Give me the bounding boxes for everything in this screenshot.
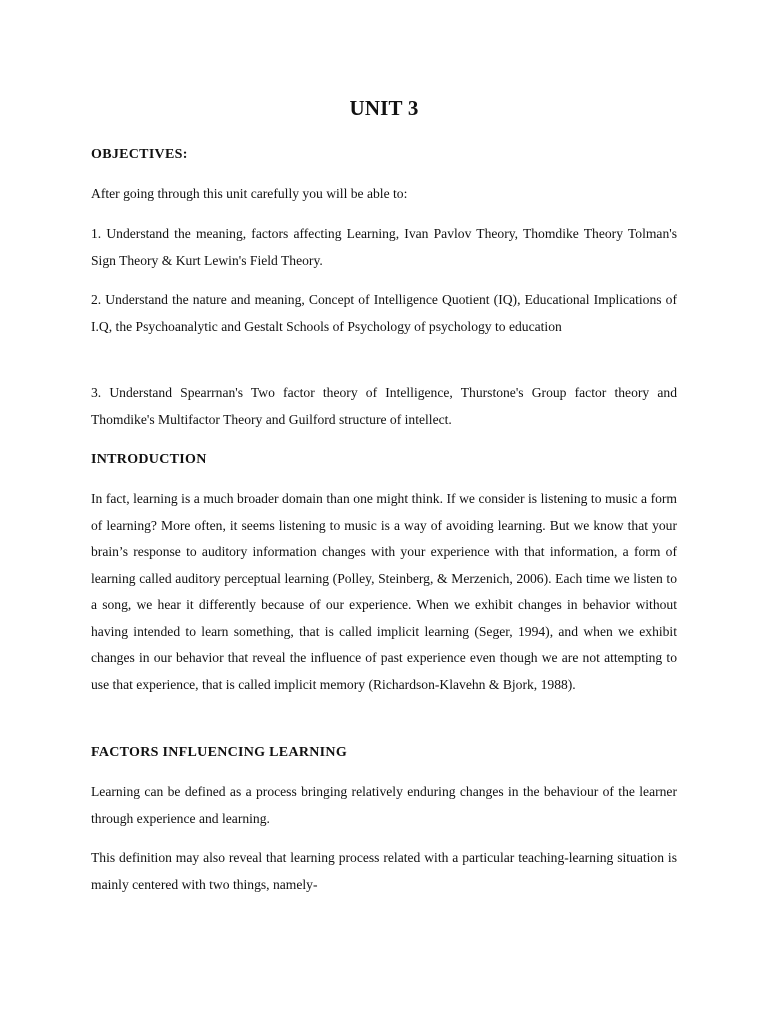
- introduction-heading: INTRODUCTION: [91, 452, 207, 467]
- objectives-intro: After going through this unit carefully you will be able to:: [91, 186, 408, 201]
- factors-paragraph-2: This definition may also reveal that learning process related with a particular teaching-learning situation is mainly centered with two things, namely-: [91, 850, 677, 892]
- objectives-heading: OBJECTIVES:: [91, 147, 188, 162]
- introduction-paragraph: In fact, learning is a much broader domain than one might think. If we consider is listening to music a form of learning? More often, it seems listening to music is a way of avoiding learning. But we know that your brain’s response to auditory information changes with your experience with that information, a form of learning called auditory perceptual learning (Polley, Steinberg, & Merzenich, 2006). Each time we listen to a song, we hear it differently because of our experience. When we exhibit changes in behavior without having intended to learn something, that is called implicit learning (Seger, 1994), and when we exhibit changes in our behavior that reveal the influence of past experience even though we are not attempting to use that experience, that is called implicit memory (Richardson-Klavehn & Bjork, 1988).: [91, 491, 677, 692]
- page-title: UNIT 3: [349, 96, 419, 120]
- factors-heading: FACTORS INFLUENCING LEARNING: [91, 745, 348, 760]
- objective-item-2: 2. Understand the nature and meaning, Concept of Intelligence Quotient (IQ), Educational Implications of I.Q, the Psychoanalytic and Gestalt Schools of Psychology of psychology to education: [91, 292, 677, 334]
- factors-paragraph-1: Learning can be defined as a process bringing relatively enduring changes in the behaviour of the learner through experience and learning.: [91, 784, 677, 826]
- objective-item-3: 3. Understand Spearrnan's Two factor theory of Intelligence, Thurstone's Group factor theory and Thomdike's Multifactor Theory and Guilford structure of intellect.: [91, 385, 677, 427]
- objective-item-1: 1. Understand the meaning, factors affecting Learning, Ivan Pavlov Theory, Thomdike Theory Tolman's Sign Theory & Kurt Lewin's Field Theory.: [91, 226, 677, 268]
